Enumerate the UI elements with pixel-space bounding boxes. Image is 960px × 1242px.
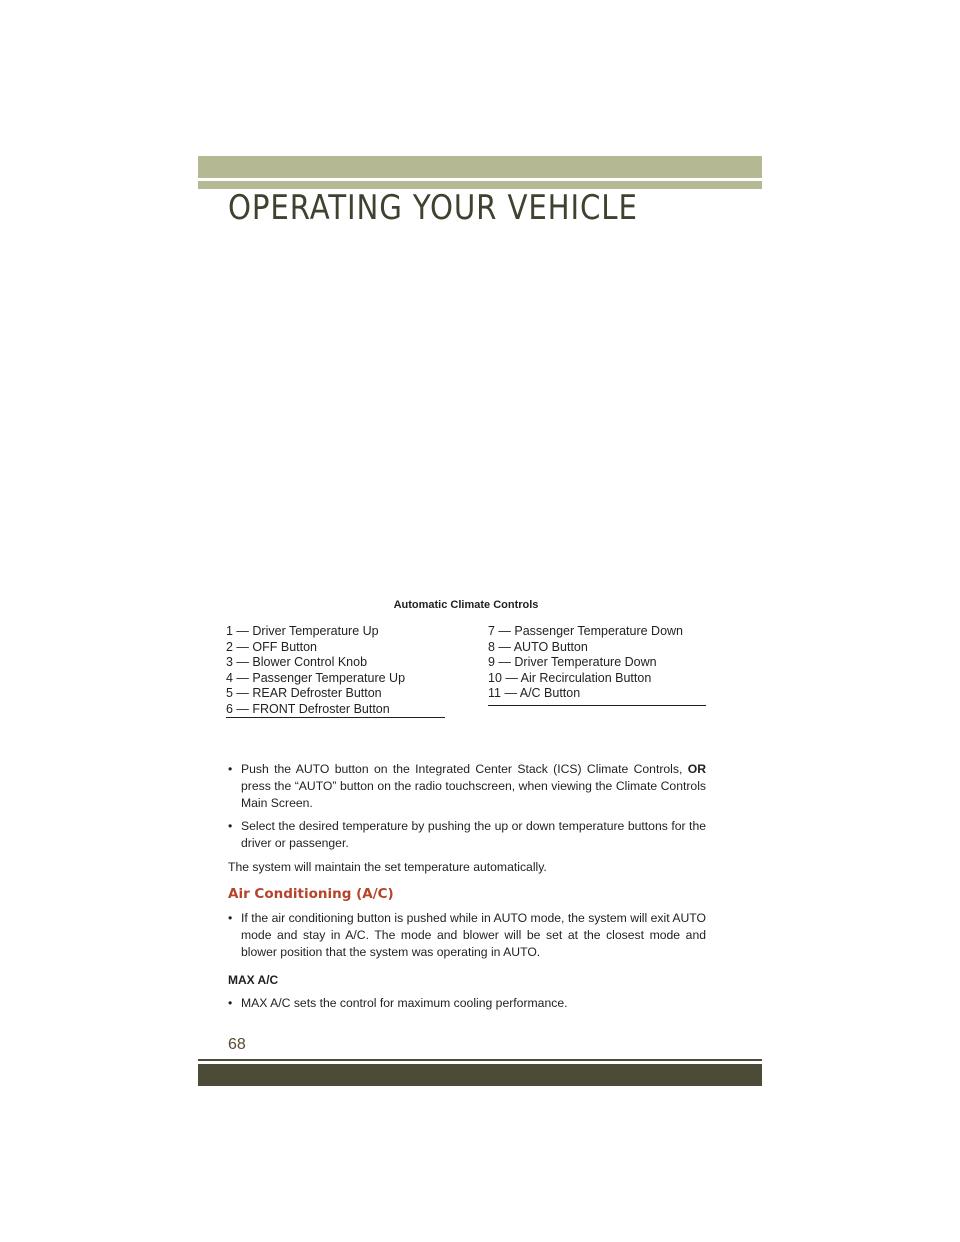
bullet-glyph: • [228,911,233,925]
bullet-auto [228,761,706,812]
legend-left [226,624,444,718]
bullet-max-ac [228,995,706,1012]
bullet-bold-or: OR [687,762,706,776]
bullet-glyph: • [228,819,233,833]
bullet-text: MAX A/C sets the control for maximum cooling performance. [241,996,568,1010]
legend-item: 11 — A/C Button [488,686,581,701]
legend-item: 5 — REAR Defroster Button [226,686,382,701]
bullet-ac [228,910,706,961]
legend-item: 3 — Blower Control Knob [226,655,368,670]
page-number: 68 [228,1036,246,1053]
heading-air-conditioning: Air Conditioning (A/C) [228,886,394,902]
legend-right [488,624,706,702]
subheading-max-ac: MAX A/C [228,973,279,987]
header-band [198,156,762,178]
legend-item: 7 — Passenger Temperature Down [488,624,684,638]
bullet-glyph: • [228,762,233,776]
footer-band [198,1064,762,1086]
bullet-glyph: • [228,996,233,1010]
legend-item: 6 — FRONT Defroster Button [226,701,390,716]
bullet-temperature [228,818,706,852]
legend-item: 8 — AUTO Button [488,639,588,654]
legend-divider-left [226,717,445,718]
legend-item: 4 — Passenger Temperature Up [226,670,406,685]
bullet-text: If the air conditioning button is pushed while in AUTO mode, the system will exit AUTO mode and stay in A/C. The mode and blower will be set at the closest mode and blower position that the system was operating in AUTO. [241,911,706,959]
paragraph-maintain: The system will maintain the set temperature automatically. [228,860,547,874]
footer-line [198,1059,762,1061]
bullet-text: Push the AUTO button on the Integrated Center Stack (ICS) Climate Controls, [241,762,683,776]
bullet-text: Select the desired temperature by pushing the up or down temperature buttons for the driver or passenger. [241,819,706,850]
legend-item: 10 — Air Recirculation Button [488,670,652,685]
legend-item: 9 — Driver Temperature Down [488,655,657,670]
legend-item: 1 — Driver Temperature Up [226,624,379,638]
figure-caption: Automatic Climate Controls [393,599,539,611]
bullet-text-rest: press the “AUTO” button on the radio touchscreen, when viewing the Climate Controls Main Screen. [241,779,706,810]
legend-divider-right [488,705,706,706]
section-title: OPERATING YOUR VEHICLE [228,188,638,228]
legend-item: 2 — OFF Button [226,639,318,654]
